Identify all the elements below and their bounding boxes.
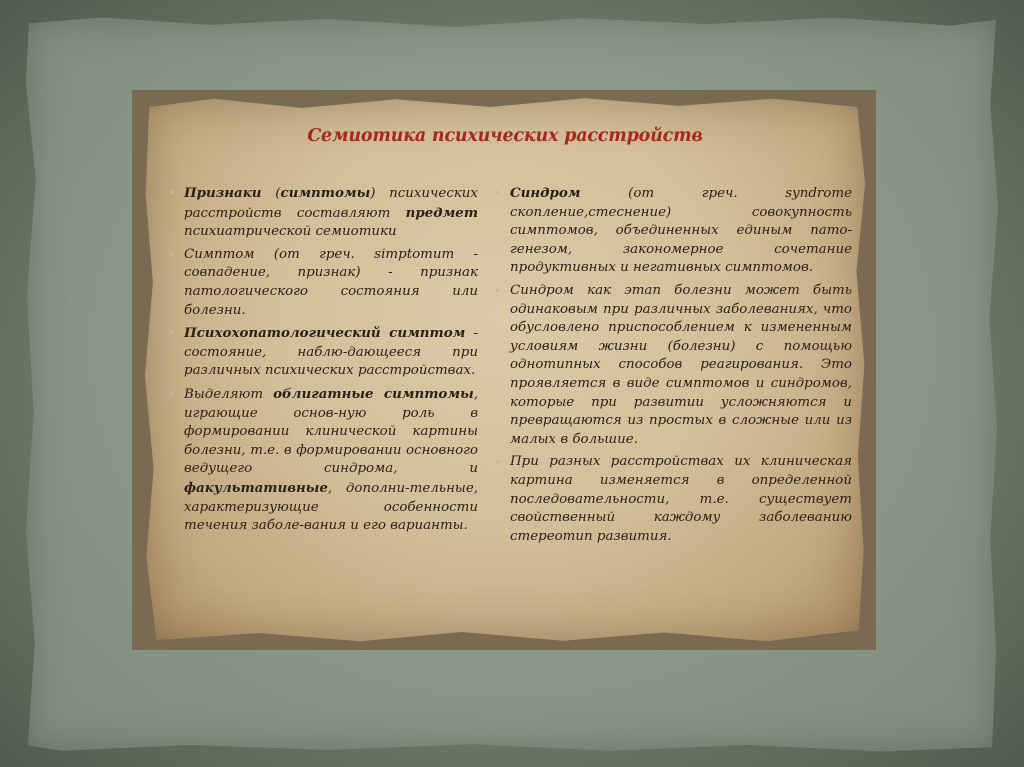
text-fragment: (от греч. syndrome скопление,стеснение) совокупность симптомов, объединенных единым пато-генезом, закономерное сочетание продуктивных и негативных симптомов.: [510, 186, 852, 276]
text-fragment: ) психических расстройств составляют: [184, 186, 478, 221]
text-fragment: Выделяют: [184, 386, 274, 402]
term-obligate-symptoms: облигатные симптомы: [273, 385, 474, 402]
bullet-item-signs: [166, 184, 478, 242]
bullet-icon: •: [494, 283, 502, 298]
term-signs: Признаки: [184, 185, 262, 201]
text-fragment: Симптом (от греч.: [184, 246, 375, 262]
text-fragment: При разных расстройствах их клиническая картина изменяется в определенной последовательности, т.е. существует свойственный каждому заболеванию стереотип развития.: [510, 454, 852, 544]
right-column: [492, 184, 852, 550]
bullet-icon: •: [494, 186, 502, 200]
term-symptoms: симптомы: [280, 185, 371, 201]
bullet-item-clinical-picture: [492, 453, 852, 546]
bullet-icon: •: [168, 186, 176, 200]
bullet-icon: •: [168, 386, 176, 401]
text-fragment: , играющие основ-ную роль в формировании клинической картины болезни, т.е. в формировании основного ведущего синдрома, и: [184, 386, 478, 477]
bullet-icon: •: [494, 455, 502, 470]
text-fragment: - состояние, наблю-дающееся при различных психических расстройствах.: [184, 326, 479, 379]
slide-title: Семиотика психических расстройств: [307, 126, 703, 146]
text-fragment: - совпадение, признак) - признак патологического состояния или болезни.: [184, 246, 479, 318]
term-syndrome: Синдром: [510, 185, 581, 201]
bullet-item-psychopathological-symptom: [166, 324, 478, 381]
bullet-item-obligate: [166, 385, 478, 536]
bullet-icon: •: [168, 326, 176, 341]
bullet-item-symptom: [166, 246, 478, 320]
text-fragment: , дополни-тельные, характеризующие особенности течения заболе-вания и его варианты.: [184, 480, 478, 534]
left-column: [166, 184, 478, 540]
bullet-item-syndrome-stage: [492, 282, 852, 449]
text-fragment: simptomum: [374, 246, 455, 262]
term-psychopathological-symptom: Психохопатологический симптом: [184, 325, 466, 342]
bullet-icon: •: [168, 247, 176, 262]
text-fragment: Синдром как этап болезни может быть одинаковым при различных заболеваниях, что обусловлено приспособлением к измененным условиям жизни (болезни) с помощью однотипных способов реагирования. Это проявляется в виде симптомов и синдромов, которые при развитии усложняются и превращаются из простых в сложные или из малых в большие.: [510, 282, 852, 447]
text-fragment: (: [261, 186, 281, 201]
term-facultative: факультативные: [184, 479, 328, 496]
bullet-item-syndrome: [492, 184, 852, 278]
term-subject: предмет: [405, 204, 478, 221]
text-fragment: психиатрической семиотики: [184, 224, 397, 240]
